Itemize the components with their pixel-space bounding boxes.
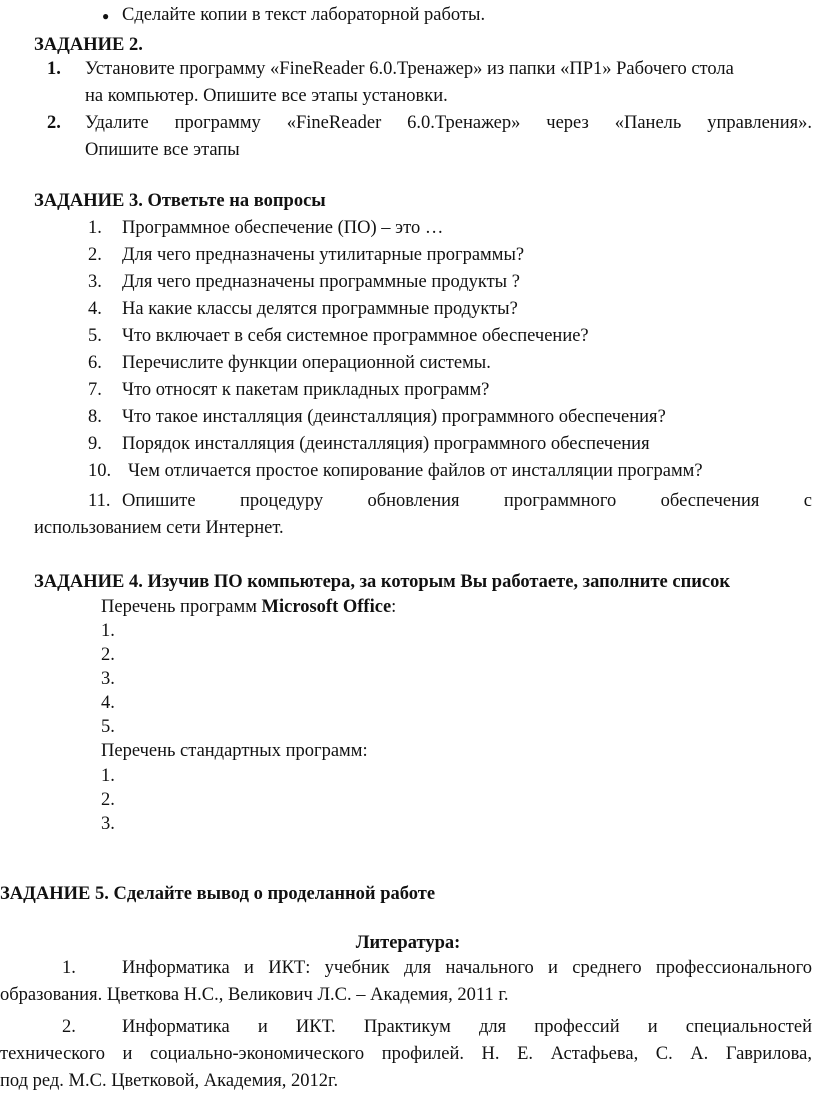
ref-2-line3: под ред. М.С. Цветковой, Академия, 2012г. — [0, 1071, 339, 1091]
literature-title: Литература: — [355, 933, 461, 953]
standard-item-2: 2. — [101, 790, 115, 810]
q2-text: Для чего предназначены утилитарные программы? — [122, 245, 525, 265]
q10-text: Чем отличается простое копирование файлов от инсталляции программ? — [128, 461, 703, 481]
q11-line1: Опишите процедуру обновления программного обеспечения с — [122, 491, 812, 511]
ref-1-line1: Информатика и ИКТ: учебник для начального и среднего профессионального — [122, 958, 812, 978]
q7-text: Что относят к пакетам прикладных программ? — [122, 380, 490, 400]
task2-item-2-num: 2. — [47, 113, 61, 133]
bullet-icon: ● — [102, 9, 110, 23]
q5-num: 5. — [88, 326, 102, 346]
q8-num: 8. — [88, 407, 102, 427]
task3-title: ЗАДАНИЕ 3. Ответьте на вопросы — [34, 191, 326, 211]
q1-num: 1. — [88, 218, 102, 238]
task4-title: ЗАДАНИЕ 4. Изучив ПО компьютера, за которым Вы работаете, заполните список — [34, 572, 731, 592]
task2-item-2-line1: Удалите программу «FineReader 6.0.Тренажер» через «Панель управления». — [85, 113, 812, 133]
q4-num: 4. — [88, 299, 102, 319]
office-item-4: 4. — [101, 693, 115, 713]
task2-title: ЗАДАНИЕ 2. — [34, 35, 143, 55]
q1-text: Программное обеспечение (ПО) – это … — [122, 218, 444, 238]
ref-2-num: 2. — [62, 1017, 76, 1037]
q6-text: Перечислите функции операционной системы. — [122, 353, 491, 373]
office-list-label: Перечень программ Microsoft Office: — [101, 597, 397, 617]
standard-item-3: 3. — [101, 814, 115, 834]
q11-line2: использованием сети Интернет. — [34, 518, 284, 538]
ref-1-line2: образования. Цветкова Н.С., Великович Л.С. – Академия, 2011 г. — [0, 985, 509, 1005]
task2-item-1-num: 1. — [47, 59, 61, 79]
q3-text: Для чего предназначены программные продукты ? — [122, 272, 520, 292]
q3-num: 3. — [88, 272, 102, 292]
task2-item-1-line1: Установите программу «FineReader 6.0.Тренажер» из папки «ПР1» Рабочего стола — [85, 59, 734, 79]
q7-num: 7. — [88, 380, 102, 400]
q2-num: 2. — [88, 245, 102, 265]
office-item-3: 3. — [101, 669, 115, 689]
ref-2-line2: технического и социально-экономического профилей. Н. Е. Астафьева, С. А. Гаврилова, — [0, 1044, 812, 1064]
office-brand: Microsoft Office — [261, 597, 392, 617]
ref-2-line1: Информатика и ИКТ. Практикум для профессий и специальностей — [122, 1017, 812, 1037]
task5-title: ЗАДАНИЕ 5. Сделайте вывод о проделанной работе — [0, 884, 436, 904]
office-item-1: 1. — [101, 621, 115, 641]
ref-1-num: 1. — [62, 958, 76, 978]
q5-text: Что включает в себя системное программное обеспечение? — [122, 326, 589, 346]
q11-num: 11. — [88, 491, 111, 511]
q9-text: Порядок инсталляция (деинсталляция) программного обеспечения — [122, 434, 650, 454]
standard-list-label: Перечень стандартных программ: — [101, 741, 368, 761]
q8-text: Что такое инсталляция (деинсталляция) программного обеспечения? — [122, 407, 666, 427]
office-item-2: 2. — [101, 645, 115, 665]
task2-item-2-line2: Опишите все этапы — [85, 140, 240, 160]
task2-item-1-line2: на компьютер. Опишите все этапы установки. — [85, 86, 448, 106]
q10-num: 10. — [88, 461, 112, 481]
office-item-5: 5. — [101, 717, 115, 737]
q6-num: 6. — [88, 353, 102, 373]
standard-item-1: 1. — [101, 766, 115, 786]
q4-text: На какие классы делятся программные продукты? — [122, 299, 518, 319]
q9-num: 9. — [88, 434, 102, 454]
